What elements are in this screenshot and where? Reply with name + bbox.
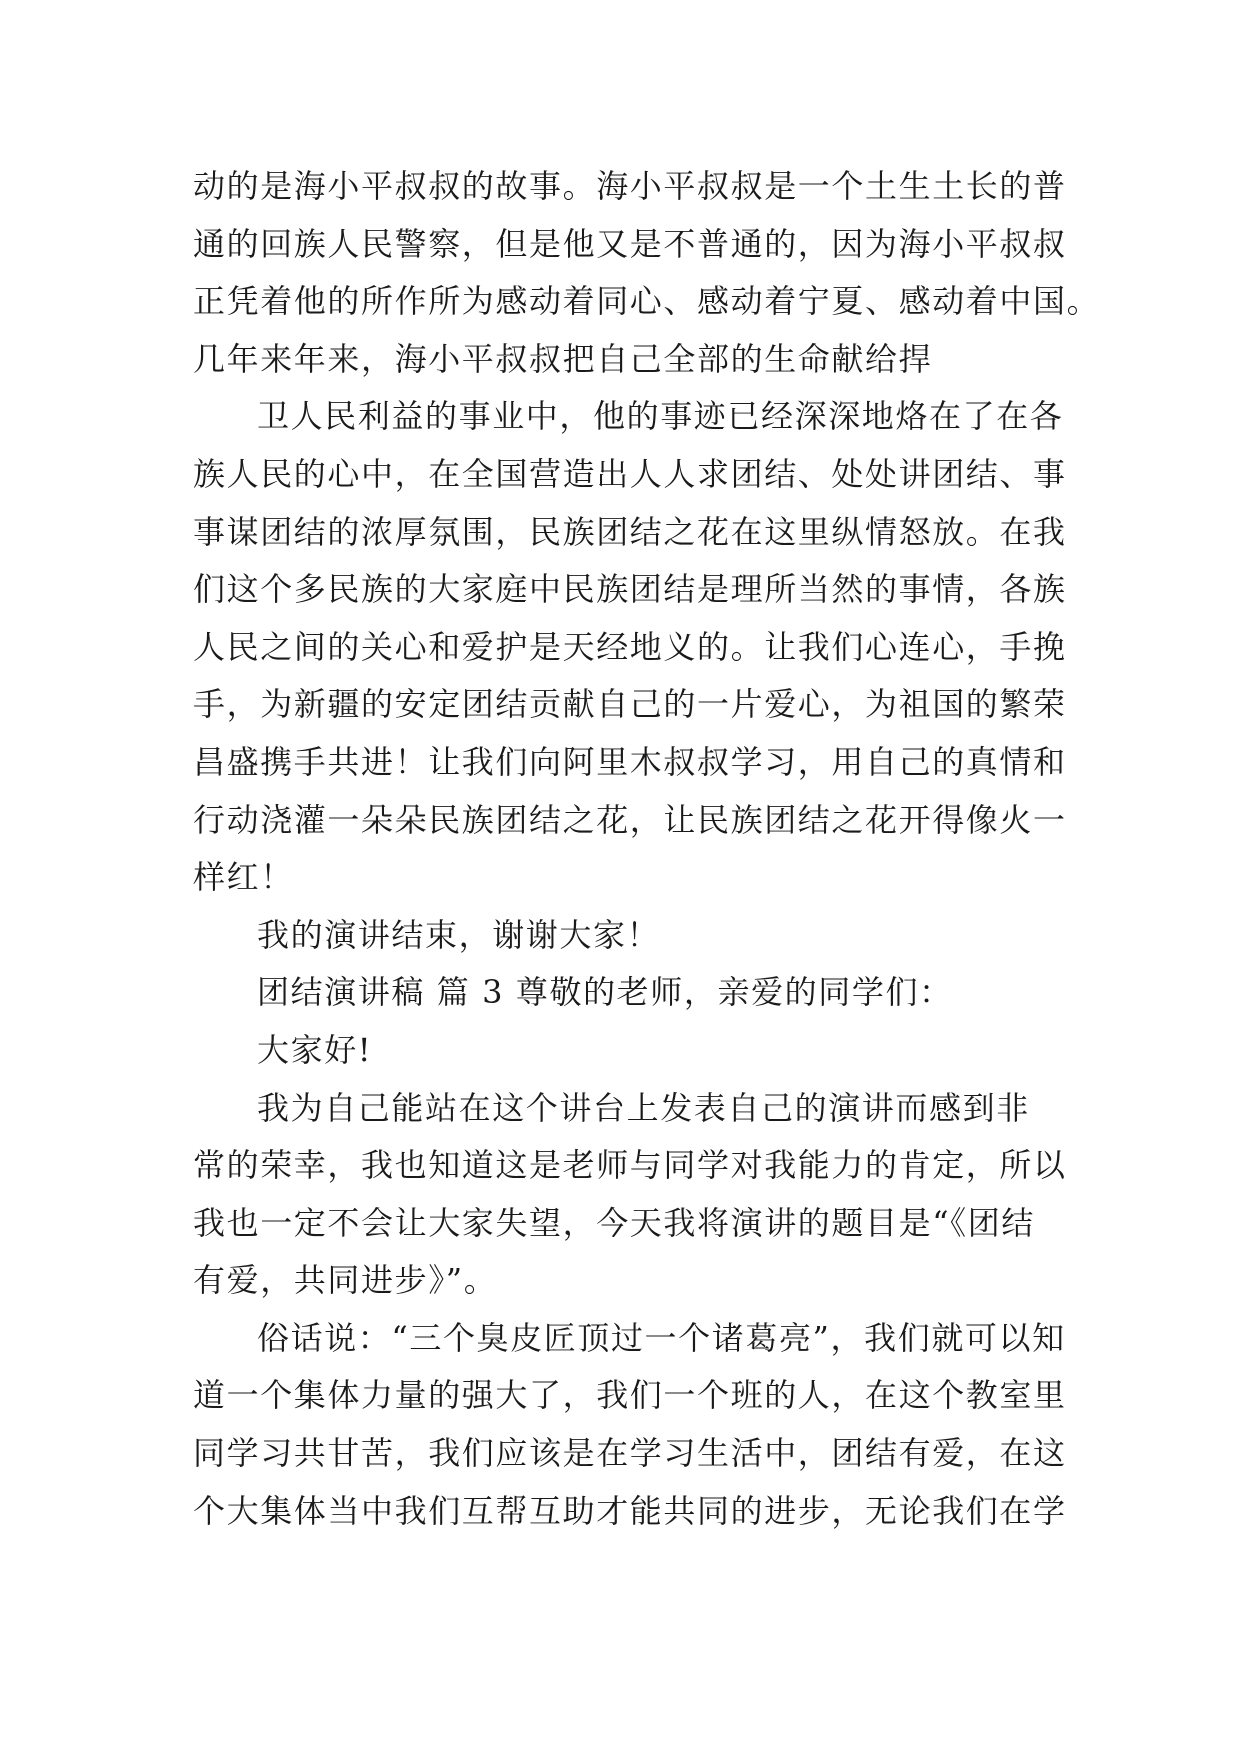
text-line: 个大集体当中我们互帮互助才能共同的进步，无论我们在学 <box>193 1491 1067 1530</box>
text-line: 常的荣幸，我也知道这是老师与同学对我能力的肯定，所以 <box>193 1146 1067 1185</box>
text-line: 事谋团结的浓厚氛围，民族团结之花在这里纵情怒放。在我 <box>193 512 1067 551</box>
text-line: 有爱，共同进步》”。 <box>193 1261 498 1300</box>
text-line: 通的回族人民警察，但是他又是不普通的，因为海小平叔叔 <box>193 224 1067 263</box>
text-line: 族人民的心中，在全国营造出人人求团结、处处讲团结、事 <box>193 454 1067 493</box>
text-line: 正凭着他的所作所为感动着同心、感动着宁夏、感动着中国。 <box>193 282 1101 321</box>
text-line: 几年来年来，海小平叔叔把自己全部的生命献给捍 <box>193 339 933 378</box>
text-line: 俗话说：“三个臭皮匠顶过一个诸葛亮”，我们就可以知 <box>257 1318 1066 1357</box>
text-line: 卫人民利益的事业中，他的事迹已经深深地烙在了在各 <box>257 397 1064 436</box>
text-line: 昌盛携手共进！让我们向阿里木叔叔学习，用自己的真情和 <box>193 742 1067 781</box>
text-line: 行动浇灌一朵朵民族团结之花，让民族团结之花开得像火一 <box>193 800 1067 839</box>
text-line: 我为自己能站在这个讲台上发表自己的演讲而感到非 <box>257 1088 1030 1127</box>
text-line: 手，为新疆的安定团结贡献自己的一片爱心，为祖国的繁荣 <box>193 685 1067 724</box>
text-line: 动的是海小平叔叔的故事。海小平叔叔是一个土生土长的普 <box>193 167 1067 205</box>
text-line: 我也一定不会让大家失望，今天我将演讲的题目是“《团结 <box>193 1203 1035 1242</box>
text-line: 们这个多民族的大家庭中民族团结是理所当然的事情，各族 <box>193 570 1067 609</box>
text-line: 同学习共甘苦，我们应该是在学习生活中，团结有爱，在这 <box>193 1434 1067 1473</box>
text-line: 道一个集体力量的强大了，我们一个班的人，在这个教室里 <box>193 1376 1067 1415</box>
document-body <box>193 158 1101 1540</box>
greeting-line: 大家好! <box>257 1030 373 1069</box>
section-heading-line: 团结演讲稿 篇 3 尊敬的老师，亲爱的同学们： <box>257 973 953 1012</box>
text-line: 我的演讲结束，谢谢大家！ <box>257 915 661 954</box>
text-line: 人民之间的关心和爱护是天经地义的。让我们心连心，手挽 <box>193 627 1067 666</box>
text-line: 样红！ <box>193 858 294 897</box>
